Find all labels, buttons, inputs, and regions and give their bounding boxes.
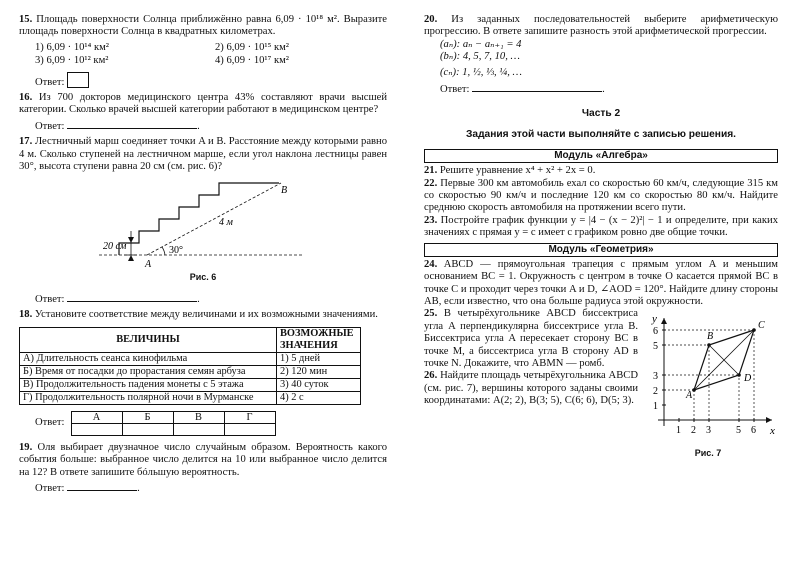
- answer-label: Ответ:: [35, 76, 65, 88]
- answer-box[interactable]: [67, 72, 89, 88]
- question-23: [424, 215, 778, 240]
- option-3[interactable]: 3) 6,09 · 10¹² км²: [35, 55, 109, 67]
- question-21: [424, 165, 778, 177]
- answer-field[interactable]: [67, 292, 197, 302]
- question-text: Решите уравнение x⁴ + x² + 2x = 0.: [439, 165, 596, 177]
- right-column: [424, 14, 778, 459]
- table-row: [20, 378, 361, 391]
- answer-grid: [71, 411, 276, 436]
- vertex-label: A: [686, 390, 693, 402]
- question-number: 16.: [19, 92, 33, 104]
- option-1[interactable]: 1) 6,09 · 10¹⁴ км²: [35, 41, 109, 53]
- question-number: 21.: [424, 165, 438, 177]
- question-24: [424, 259, 778, 309]
- x-axis-label: x: [770, 425, 775, 438]
- y-tick-label: 1: [653, 401, 658, 413]
- question-number: 22.: [424, 177, 438, 189]
- answer-label: Ответ:: [440, 84, 470, 96]
- answer-field[interactable]: [67, 119, 197, 129]
- question-text: ABCD — прямоугольная трапеция с прямым углом A и меньшим основанием BC = 1. Окружность с центром в точке O касается прямой BC в точке C и проходит через точки A и D, ∠AOD = 120°. Найдите длину стороны AB, если известно, что она больше радиуса этой окружности.: [424, 258, 778, 307]
- answer-cell[interactable]: [224, 423, 275, 435]
- coordinate-figure: [638, 308, 778, 446]
- vertex-label: C: [758, 320, 765, 332]
- question-25: [424, 308, 638, 370]
- answer-cell[interactable]: [173, 423, 224, 435]
- question-number: 15.: [19, 14, 33, 25]
- question-16: 16. Из 700 докторов медицинского центра 43% составляют врачи высшей категории. Сколько врачей высшей категории работают в медицинском центре? Ответ: .: [19, 92, 387, 132]
- figure-caption: Рис. 6: [189, 272, 217, 283]
- question-number: 20.: [424, 14, 438, 25]
- question-text: Постройте график функции y = |4 − (x − 2)²| − 1 и определите, при каких значениях c прямая y = c имеет с графиком ровно две общие точки.: [424, 214, 778, 239]
- question-text: Оля выбирает двузначное число случайным образом. Вероятность какого события больше: выбранное число делится на 10 или выбранное число делится на 12? В ответе запишите бóльшую вероятность.: [19, 441, 388, 478]
- question-text: Площадь поверхности Солнца приближённо равна 6,09 · 10¹⁸ м². Выразите площадь поверхности Солнца в квадратных километрах.: [19, 14, 387, 38]
- answer-row: [35, 411, 387, 436]
- geometry-block: [424, 308, 778, 459]
- question-text: Установите соответствие между величинами и их возможными значениями.: [34, 309, 378, 321]
- question-20: 20. Из заданных последовательностей выберите арифметическую прогрессию. В ответе запишите разность этой арифметической прогрессии. (aₙ): aₙ − aₙ₊₁ = 4 (bₙ): 4, 5, 7, 10, … (cₙ): 1, ½, ⅓, ¼, … Ответ: .: [424, 14, 778, 96]
- question-19: 19. Оля выбирает двузначное число случайным образом. Вероятность какого события больше: выбранное число делится на 10 или выбранное число делится на 12? В ответе запишите бóльшую вероятность. Ответ: .: [19, 441, 388, 494]
- question-26: [424, 370, 638, 407]
- answer-col-header: В: [173, 411, 224, 423]
- quantity-cell: В) Продолжительность падения монеты с 5 этажа: [20, 378, 277, 391]
- quantity-cell: Б) Время от посадки до прорастания семян арбуза: [20, 365, 277, 378]
- answer-label: Ответ:: [35, 120, 65, 132]
- answer-col-header: Г: [224, 411, 275, 423]
- answer-col-header: А: [71, 411, 122, 423]
- figure-7: [638, 308, 778, 459]
- x-tick-label: 3: [706, 425, 711, 437]
- x-tick-label: 2: [691, 425, 696, 437]
- y-tick-label: 2: [653, 386, 658, 398]
- quantity-cell: А) Длительность сеанса кинофильма: [20, 352, 277, 365]
- question-number: 19.: [19, 441, 33, 453]
- module-geometry-header: Модуль «Геометрия»: [424, 243, 778, 257]
- quantity-cell: Г) Продолжительность полярной ночи в Мурманске: [20, 391, 277, 404]
- question-text: Из заданных последовательностей выберите арифметическую прогрессию. В ответе запишите разность этой арифметической прогрессии.: [424, 14, 778, 38]
- answer-label: Ответ:: [35, 482, 65, 494]
- vertex-point: [692, 389, 696, 393]
- options: [35, 42, 387, 68]
- sequence-c: (cₙ): 1, ½, ⅓, ¼, …: [440, 66, 522, 78]
- question-18: [19, 309, 387, 435]
- question-17: 17. Лестничный марш соединяет точки A и B. Расстояние между которыми равно 4 м. Сколько ступеней на лестничном марше, если угол наклона лестницы равен 30°, высота ступени равна 20 см (см. рис. 6)? 20 см 30° A B 4 м Рис. 6 Ответ: .: [19, 136, 387, 305]
- value-cell: 1) 5 дней: [277, 352, 361, 365]
- x-tick-label: 1: [676, 425, 681, 437]
- question-number: 25.: [424, 308, 438, 320]
- sequence-b: (bₙ): 4, 5, 7, 10, …: [440, 51, 520, 63]
- x-tick-label: 6: [751, 425, 756, 437]
- question-22: [424, 178, 778, 215]
- table-header-right: ВОЗМОЖНЫЕ ЗНАЧЕНИЯ: [277, 327, 361, 352]
- x-axis-arrow: [766, 417, 772, 423]
- table-row: [20, 365, 361, 378]
- y-axis-label: y: [652, 313, 657, 326]
- question-text: Первые 300 км автомобиль ехал со скоростью 60 км/ч, следующие 315 км со скоростью 90 км/ч и последние 120 км со скоростью 80 км/ч. Найдите среднюю скорость автомобиля на протяжении всего пути.: [424, 177, 778, 214]
- y-tick-label: 3: [653, 371, 658, 383]
- question-number: 24.: [424, 258, 438, 270]
- y-tick-label: 5: [653, 341, 658, 353]
- table-header-left: ВЕЛИЧИНЫ: [20, 327, 277, 352]
- left-column: [19, 14, 387, 495]
- vertex-point: [752, 329, 756, 333]
- y-axis-arrow: [661, 318, 667, 324]
- height-label: 20 см: [103, 241, 127, 253]
- question-15: [19, 14, 387, 89]
- question-number: 18.: [19, 309, 33, 321]
- y-tick-label: 6: [653, 326, 658, 338]
- vertex-label: D: [744, 373, 752, 385]
- question-text: Лестничный марш соединяет точки A и B. Расстояние между которыми равно 4 м. Сколько ступеней на лестничном марше, если угол наклона лестницы равен 30°, высота ступени равна 20 см (см. рис. 6)?: [19, 136, 387, 173]
- x-tick-label: 5: [736, 425, 741, 437]
- answer-cell[interactable]: [122, 423, 173, 435]
- value-cell: 3) 40 суток: [277, 378, 361, 391]
- angle-label: 30°: [169, 245, 183, 257]
- stair-figure: [19, 175, 387, 273]
- vertex-label: B: [707, 331, 714, 343]
- vertex-point: [737, 374, 741, 378]
- figure-caption: Рис. 7: [694, 447, 722, 458]
- question-number: 26.: [424, 370, 438, 382]
- part-subtitle: Задания этой части выполняйте с записью решения.: [466, 128, 736, 140]
- question-text: В четырёхугольнике ABCD биссектриса угла A перпендикулярна биссектрисе угла B. Биссектриса угла A пересекает сторону BC в точке M, а биссектриса угла B сторону AD в точке N. Докажите, что ABMN — ромб.: [424, 308, 638, 369]
- module-algebra-header: Модуль «Алгебра»: [424, 149, 778, 163]
- sequence-a: (aₙ): aₙ − aₙ₊₁ = 4: [440, 38, 522, 50]
- question-number: 17.: [19, 136, 33, 148]
- option-2[interactable]: 2) 6,09 · 10¹⁵ км²: [215, 41, 289, 53]
- value-cell: 2) 120 мин: [277, 365, 361, 378]
- answer-cell[interactable]: [71, 423, 122, 435]
- point-b-label: B: [281, 185, 288, 197]
- question-number: 23.: [424, 214, 438, 226]
- answer-label: Ответ:: [35, 293, 65, 305]
- length-label: 4 м: [219, 217, 233, 229]
- question-text: Из 700 докторов медицинского центра 43% составляют врачи высшей категории. Сколько врачей высшей категории работают в медицинском центре?: [19, 92, 387, 116]
- answer-field[interactable]: [472, 82, 602, 92]
- table-row: [20, 391, 361, 404]
- point-a-label: A: [145, 259, 152, 271]
- answer-field[interactable]: [67, 481, 137, 491]
- option-4[interactable]: 4) 6,09 · 10¹⁷ км²: [215, 55, 289, 67]
- table-row: [20, 352, 361, 365]
- part-title: Часть 2: [581, 108, 621, 120]
- value-cell: 4) 2 с: [277, 391, 361, 404]
- matching-table: [19, 327, 361, 405]
- question-text: Найдите площадь четырёхугольника ABCD (см. рис. 7), вершины которого заданы своими координатами: A(2; 2), B(3; 5), C(6; 6), D(5; 3).: [424, 370, 638, 407]
- vertex-point: [707, 344, 711, 348]
- answer-label: Ответ:: [35, 416, 65, 428]
- answer-col-header: Б: [122, 411, 173, 423]
